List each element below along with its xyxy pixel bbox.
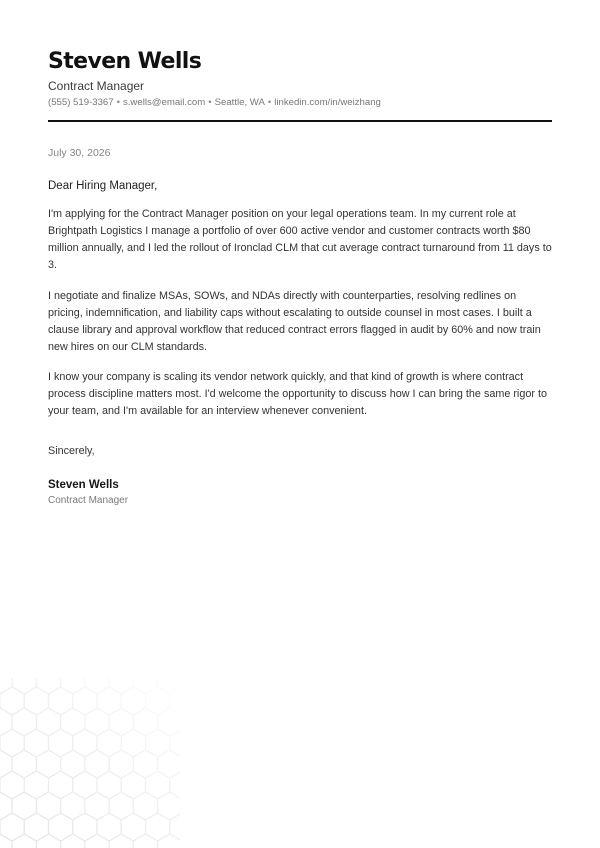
hexagon-cell [97,729,121,757]
hexagon-cell [0,729,24,757]
contact-separator: • [267,97,272,108]
applicant-name: Steven Wells [48,49,202,74]
body-paragraph-1: I'm applying for the Contract Manager position on your legal operations team. In my current role at Brightpath Logistics I manage a portfolio of over 600 active vendor and customer contracts worth $80 million annually, and I led the rollout of Ironclad CLM that cut average contract turnaround from 11 days to 3. [48,208,552,271]
hexagon-cell [97,813,121,841]
hexagon-cell [36,834,60,848]
hexagon-cell [0,771,24,799]
hexagon-cell [158,678,180,694]
hexagon-cell [133,750,157,778]
hexagon-cell [109,678,133,694]
hexagon-cell [146,687,170,715]
contact-email: s.wells@email.com [122,97,206,108]
hexagon-cell [146,813,170,841]
hexagon-cell [0,678,12,694]
header-divider [48,120,552,122]
body-paragraph-3: I know your company is scaling its vendor network quickly, and that kind of growth is where contract process discipline matters most. I'd welcome the opportunity to discuss how I can bring the same rigor to your team, and I'm available for an interview whenever convenient. [48,371,547,417]
hexagon-cell [85,708,109,736]
hexagon-cell [146,771,170,799]
hexagon-cell [36,678,60,694]
signature-name: Steven Wells [48,479,119,491]
hexagon-cell [85,834,109,848]
hexagon-cell [12,678,36,694]
hexagon-cell [133,678,157,694]
hexagon-cell [0,750,12,778]
contact-line [48,97,381,108]
hexagon-cell [133,834,157,848]
body-paragraph-2: I negotiate and finalize MSAs, SOWs, and NDAs directly with counterparties, resolving redlines on pricing, indemnification, and liability caps without escalating to outside counsel in most cases. I built a clause library and approval workflow that reduced contract errors flagged in audit by 60% and now train new hires on our CLM standards. [48,290,541,353]
hexagon-cell [49,729,73,757]
hexagon-cell [12,834,36,848]
hexagon-pattern-icon [0,678,180,848]
contact-linkedin: linkedin.com/in/weizhang [274,97,381,108]
hexagon-cell [0,813,24,841]
hexagon-cell [109,834,133,848]
contact-location: Seattle, WA [214,97,265,108]
hexagon-cell [0,792,12,820]
hexagon-cell [36,708,60,736]
hexagon-cell [97,771,121,799]
signature-title: Contract Manager [48,495,129,506]
applicant-title: Contract Manager [48,79,145,93]
hexagon-cell [85,678,109,694]
hexagon-cell [49,771,73,799]
hexagon-cell [146,729,170,757]
hexagon-cell [61,678,85,694]
letter-greeting: Dear Hiring Manager, [48,180,158,192]
contact-separator: • [208,97,212,108]
letter-date: July 30, 2026 [48,147,111,159]
hexagon-cell [49,813,73,841]
hexagon-cell [133,708,157,736]
contact-phone: (555) 519-3367 [48,97,114,108]
hexagon-cell [36,750,60,778]
hexagon-cell [158,834,180,848]
hexagon-cell [36,792,60,820]
hexagon-cell [133,792,157,820]
hexagon-cell [97,687,121,715]
hexagon-cell [49,687,73,715]
hexagon-cell [0,834,12,848]
contact-separator: • [116,97,120,108]
hexagon-cell [0,687,24,715]
letter-closing: Sincerely, [48,445,95,457]
hexagon-cell [0,708,12,736]
hexagon-cell [61,834,85,848]
hexagon-cell [85,792,109,820]
hexagon-cell [85,750,109,778]
